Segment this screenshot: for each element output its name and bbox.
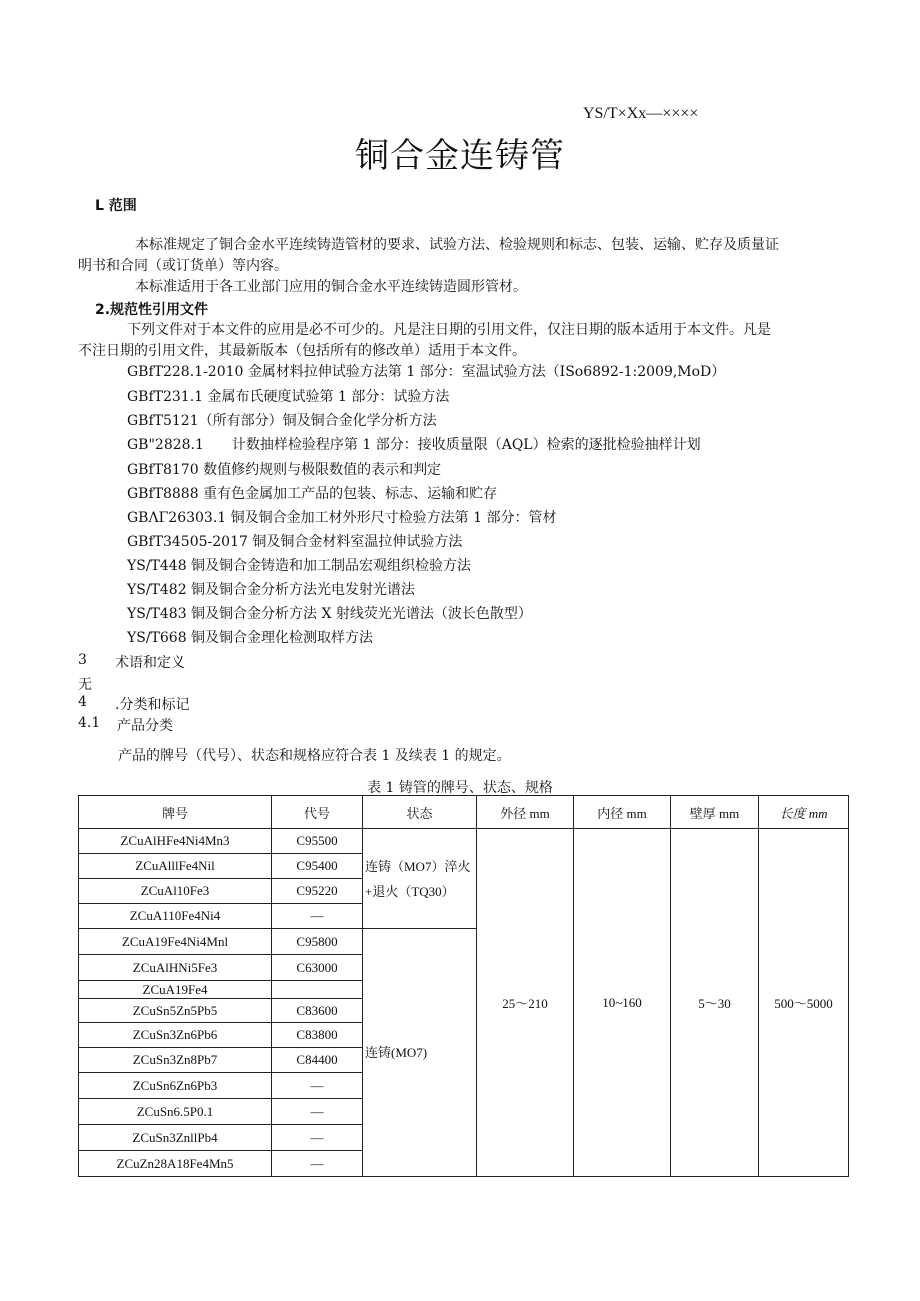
code-cell: C95500: [272, 829, 363, 854]
section-2-heading: 2.规范性引用文件: [95, 302, 209, 318]
inner-diameter-cell: 10~160: [574, 829, 671, 1177]
section-4-heading: .分类和标记: [115, 697, 190, 713]
section-2-para-line1: 下列文件对于本文件的应用是必不可少的。凡是注日期的引用文件，仅注日期的版本适用于本文件。凡是: [127, 322, 771, 338]
grade-cell: ZCuAl10Fe3: [79, 879, 272, 904]
table-caption: 表 1 铸管的牌号、状态、规格: [367, 780, 553, 796]
grade-cell: ZCuSn3Zn8Pb7: [79, 1048, 272, 1073]
grade-cell: ZCuSn5Zn5Pb5: [79, 999, 272, 1023]
code-cell: —: [272, 904, 363, 929]
code-cell: C95400: [272, 854, 363, 879]
section-3-body: 无: [78, 677, 92, 693]
header-length: 长度 mm: [759, 796, 849, 829]
section-1-para2: 本标准适用于各工业部门应用的铜合金水平连续铸造圆形管材。: [135, 279, 527, 295]
outer-diameter-cell: 25～210: [477, 829, 574, 1177]
code-cell: C95800: [272, 929, 363, 955]
code-cell: —: [272, 1151, 363, 1177]
reference-item: GBfT5121（所有部分）铜及铜合金化学分析方法: [127, 413, 437, 429]
reference-item: GBfT228.1-2010 金属材料拉伸试验方法第 1 部分：室温试验方法（ISo6892-1:2009,MoD）: [127, 364, 726, 380]
grade-cell: ZCuAlHFe4Ni4Mn3: [79, 829, 272, 854]
reference-item: GBfT8170 数值修约规则与极限数值的表示和判定: [127, 462, 442, 478]
standard-code: YS/T×Xx—××××: [583, 105, 699, 122]
code-cell: C83800: [272, 1023, 363, 1048]
reference-item: GBfT34505-2017 铜及铜合金材料室温拉伸试验方法: [127, 534, 463, 550]
reference-item: GBfT8888 重有色金属加工产品的包装、标志、运输和贮存: [127, 486, 498, 502]
reference-item: YS/T482 铜及铜合金分析方法光电发射光谱法: [127, 582, 416, 598]
wall-thickness-cell: 5～30: [671, 829, 759, 1177]
code-cell: C84400: [272, 1048, 363, 1073]
section-4-1-number: 4.1: [78, 715, 101, 731]
table-row: [79, 829, 849, 854]
header-code: 代号: [272, 796, 363, 829]
grade-cell: ZCuA19Fe4: [79, 981, 272, 999]
section-3-number: 3: [78, 652, 87, 668]
grade-cell: ZCuAlHNi5Fe3: [79, 955, 272, 981]
grade-cell: ZCuSn6Zn6Pb3: [79, 1073, 272, 1099]
code-cell: C95220: [272, 879, 363, 904]
length-cell: 500～5000: [759, 829, 849, 1177]
section-1-para1-line1: 本标准规定了铜合金水平连续铸造管材的要求、试验方法、检验规则和标志、包装、运输、贮存及质量证: [135, 237, 779, 253]
header-state: 状态: [363, 796, 477, 829]
grade-cell: ZCuZn28A18Fe4Mn5: [79, 1151, 272, 1177]
reference-item: GBΛΓ26303.1 铜及铜合金加工材外形尺寸检验方法第 1 部分：管材: [127, 510, 557, 526]
header-grade: 牌号: [79, 796, 272, 829]
code-cell: [272, 981, 363, 999]
grade-cell: ZCuSn3Zn6Pb6: [79, 1023, 272, 1048]
reference-item: GB"2828.1 计数抽样检验程序第 1 部分：接收质量限（AQL）检索的逐批检验抽样计划: [127, 437, 701, 453]
reference-item: YS/T448 铜及铜合金铸造和加工制品宏观组织检验方法: [127, 558, 472, 574]
table-header-row: [79, 796, 849, 829]
section-1-para1-line2: 明书和合同（或订货单）等内容。: [78, 258, 288, 274]
header-outer-diameter: 外径 mm: [477, 796, 574, 829]
section-4-number: 4: [78, 694, 87, 710]
grade-cell: ZCuSn3ZnllPb4: [79, 1125, 272, 1151]
section-1-heading: L 范围: [95, 198, 137, 214]
product-table: [78, 795, 849, 1177]
grade-cell: ZCuA110Fe4Ni4: [79, 904, 272, 929]
reference-item: YS/T483 铜及铜合金分析方法 X 射线荧光光谱法（波长色散型）: [127, 606, 532, 622]
code-cell: —: [272, 1099, 363, 1125]
header-wall-thickness: 壁厚 mm: [671, 796, 759, 829]
grade-cell: ZCuAlllFe4Nil: [79, 854, 272, 879]
section-4-1-heading: 产品分类: [117, 718, 173, 734]
reference-item: YS/T668 铜及铜合金理化检测取样方法: [127, 630, 374, 646]
grade-cell: ZCuA19Fe4Ni4Mnl: [79, 929, 272, 955]
code-cell: —: [272, 1125, 363, 1151]
header-inner-diameter: 内径 mm: [574, 796, 671, 829]
code-cell: C83600: [272, 999, 363, 1023]
state-cell-1: 连铸（MO7）淬火+退火（TQ30）: [363, 829, 477, 929]
section-4-1-para: 产品的牌号（代号）、状态和规格应符合表 1 及续表 1 的规定。: [118, 748, 511, 764]
page-title: 铜合金连铸管: [355, 136, 565, 176]
grade-cell: ZCuSn6.5P0.1: [79, 1099, 272, 1125]
section-2-para-line2: 不注日期的引用文件，其最新版本（包括所有的修改单）适用于本文件。: [78, 343, 526, 359]
reference-item: GBfT231.1 金属布氏硬度试验第 1 部分：试验方法: [127, 389, 450, 405]
code-cell: —: [272, 1073, 363, 1099]
state-cell-2: 连铸(MO7): [363, 929, 477, 1177]
code-cell: C63000: [272, 955, 363, 981]
section-3-heading: 术语和定义: [115, 655, 185, 671]
